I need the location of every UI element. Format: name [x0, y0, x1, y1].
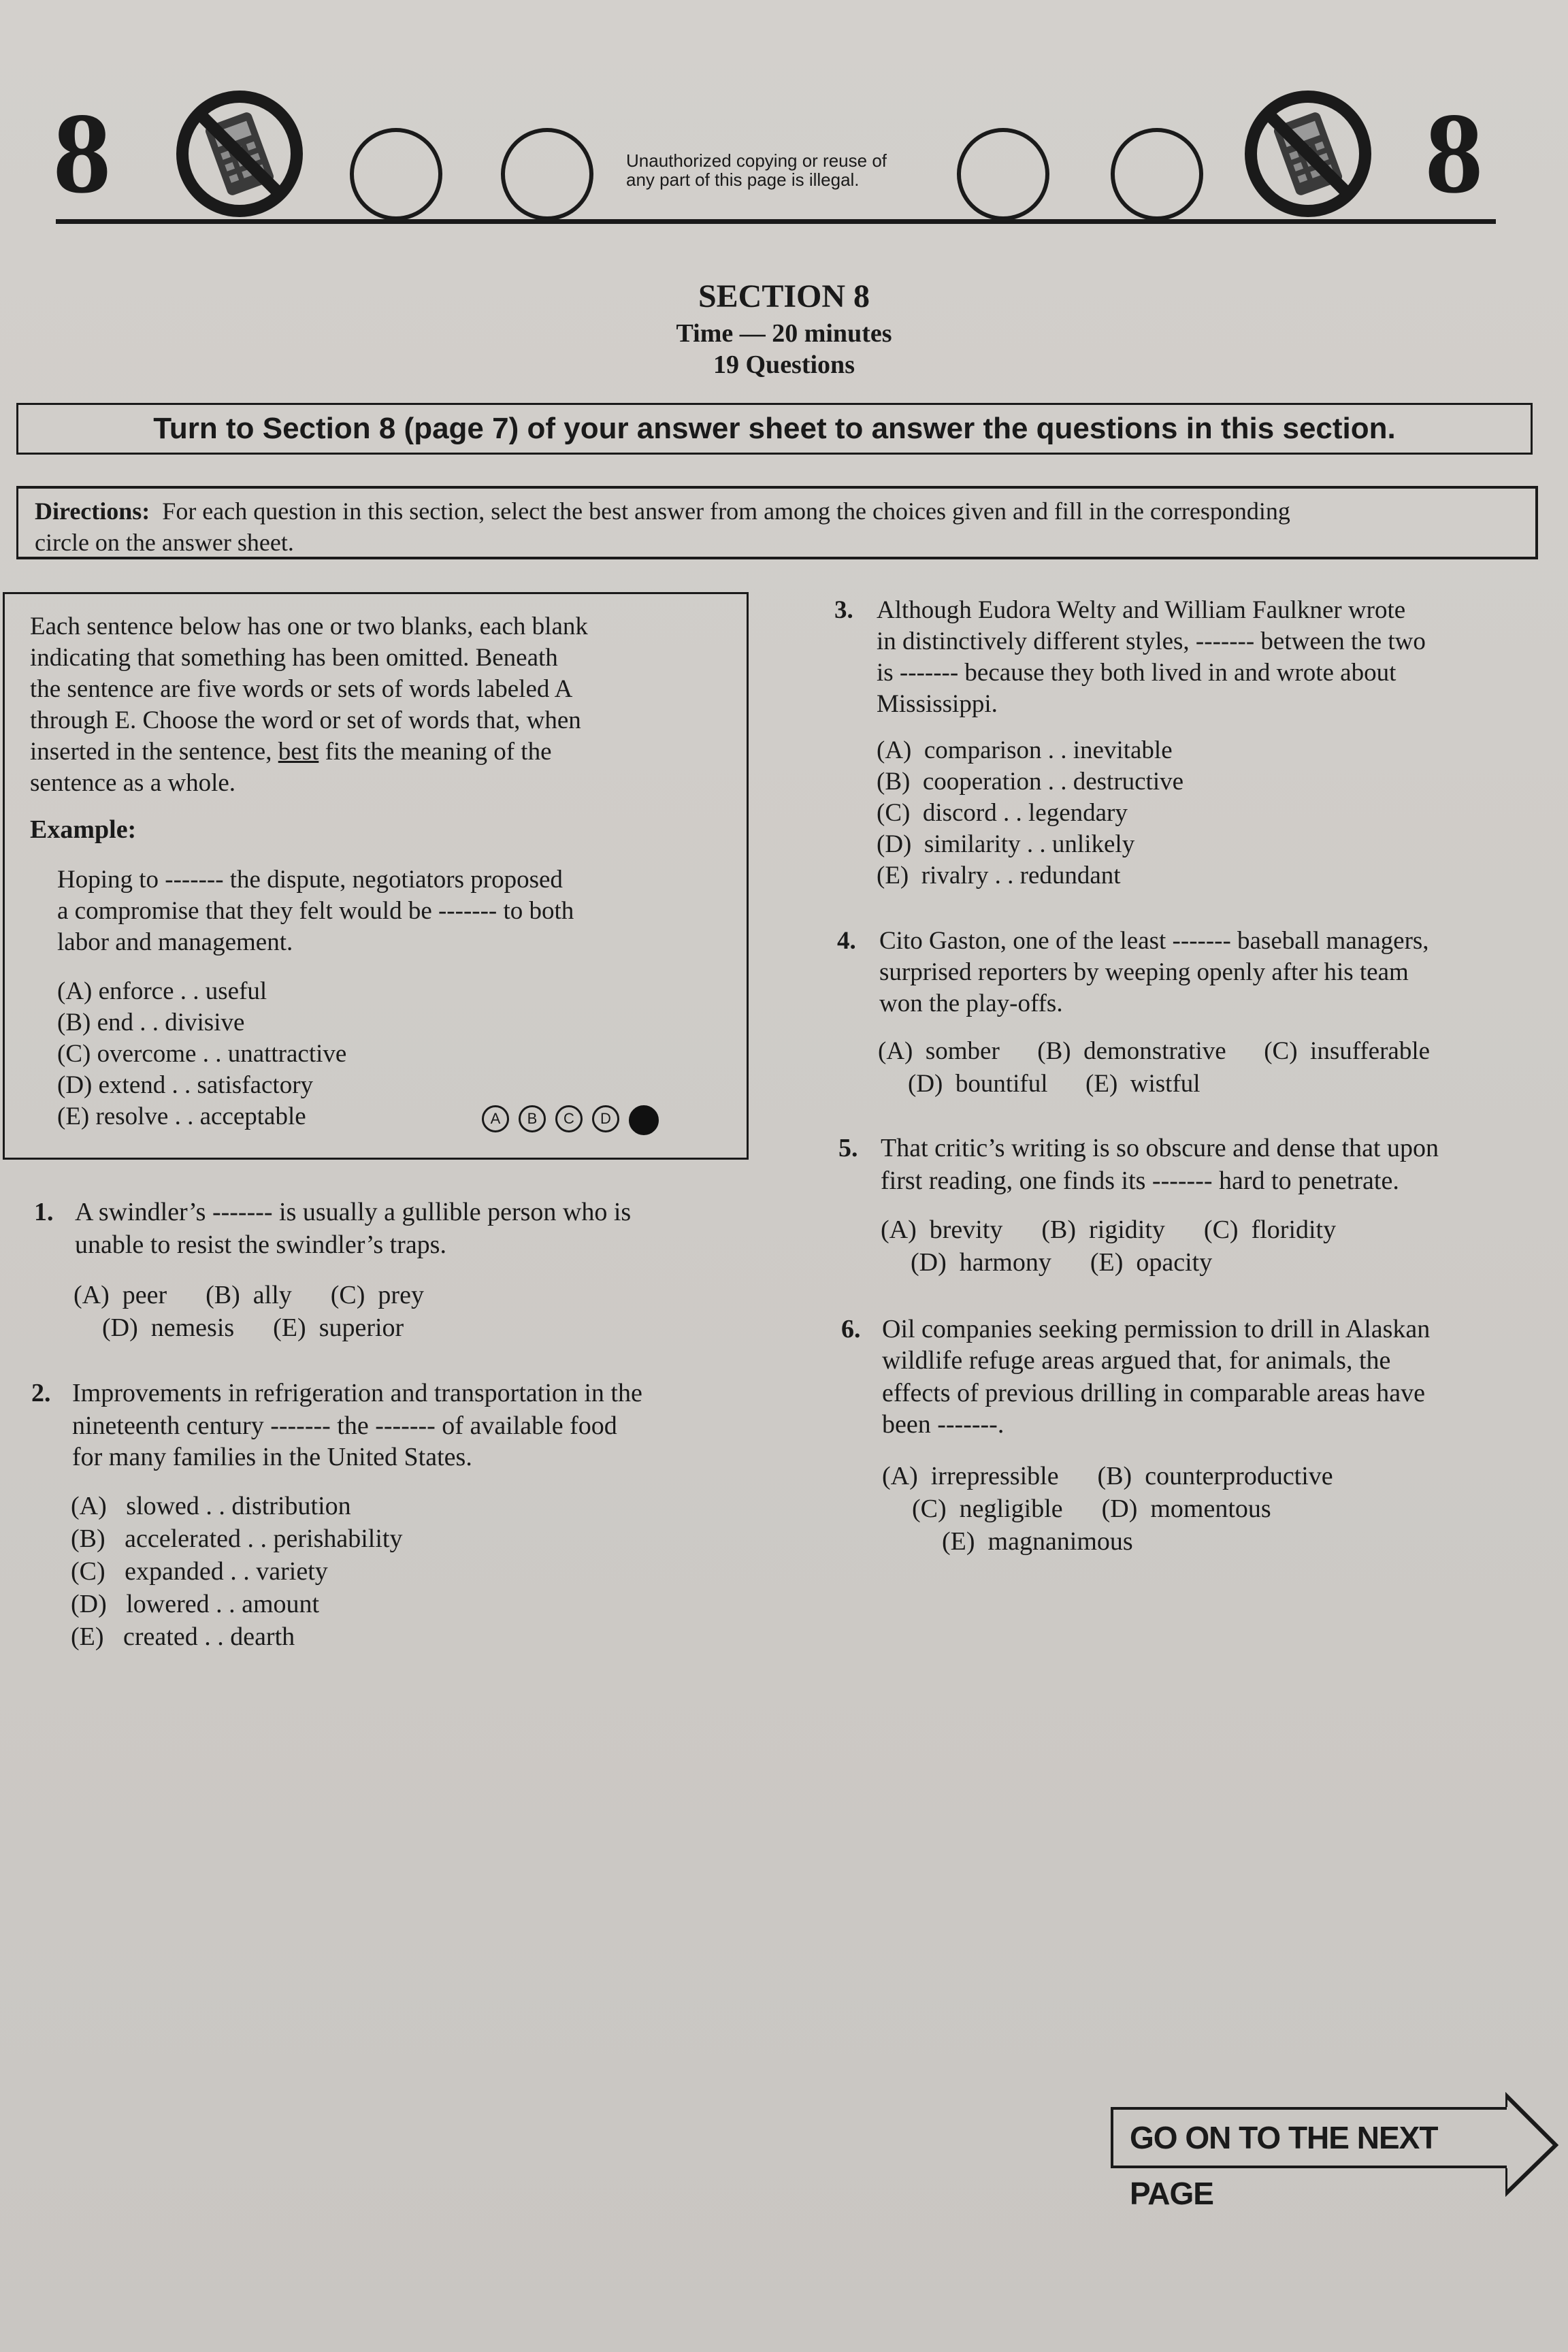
question-choices: (A) brevity (B) rigidity (C) floridity: [881, 1215, 1337, 1244]
bubble-d: D: [592, 1105, 619, 1132]
section-number-left: 8: [53, 89, 111, 217]
question-text: surprised reporters by weeping openly after his team: [879, 958, 1409, 986]
directions-text: For each question in this section, select the best answer from among the choices given and fill in the corresponding: [162, 497, 1290, 525]
question-choices: (E) rivalry . . redundant: [877, 862, 1121, 889]
header-circle: [350, 128, 442, 220]
question-choices: (A) irrepressible (B) counterproductive: [882, 1462, 1333, 1490]
question-choices: (D) bountiful (E) wistful: [908, 1070, 1200, 1098]
bubble-e-filled: [629, 1105, 659, 1135]
turn-instruction: Turn to Section 8 (page 7) of your answer sheet to answer the questions in this section.: [16, 403, 1533, 455]
question-text: unable to resist the swindler’s traps.: [75, 1230, 446, 1259]
question-number: 3.: [834, 596, 853, 624]
question-choices: (B) accelerated . . perishability: [71, 1524, 403, 1553]
example-choice: (D) extend . . satisfactory: [57, 1071, 314, 1099]
question-text: for many families in the United States.: [72, 1443, 472, 1471]
question-choices: (A) peer (B) ally (C) prey: [74, 1281, 424, 1309]
best-emphasis: best: [278, 738, 319, 766]
question-number: 6.: [841, 1315, 861, 1343]
question-text: won the play-offs.: [879, 990, 1063, 1017]
question-text: Cito Gaston, one of the least ------- baseball managers,: [879, 927, 1429, 955]
example-choice: (C) overcome . . unattractive: [57, 1040, 347, 1068]
example-choice: (E) resolve . . acceptable: [57, 1102, 306, 1130]
question-text: is ------- because they both lived in and wrote about: [877, 659, 1396, 687]
bubble-c: C: [555, 1105, 583, 1132]
question-choices: (E) created . . dearth: [71, 1622, 295, 1651]
question-text: Improvements in refrigeration and transportation in the: [72, 1379, 642, 1407]
question-text: first reading, one finds its ------- hard to penetrate.: [881, 1166, 1399, 1195]
question-text: been -------.: [882, 1410, 1004, 1439]
question-number: 4.: [837, 927, 856, 955]
directions-box: [16, 486, 1538, 559]
header-circle: [957, 128, 1049, 220]
question-choices: (C) expanded . . variety: [71, 1557, 328, 1586]
question-number: 5.: [838, 1134, 858, 1162]
section-question-count: 19 Questions: [713, 350, 855, 379]
section-time: Time — 20 minutes: [676, 319, 892, 348]
example-choice: (A) enforce . . useful: [57, 977, 267, 1005]
question-choices: (E) magnanimous: [942, 1527, 1133, 1556]
question-choices: (D) nemesis (E) superior: [102, 1313, 404, 1342]
question-choices: (C) negligible (D) momentous: [912, 1494, 1271, 1523]
question-choices: (D) similarity . . unlikely: [877, 830, 1135, 858]
example-sentence: labor and management.: [57, 928, 293, 956]
no-calculator-icon: [1244, 90, 1372, 218]
intro-line: Each sentence below has one or two blanks, each blank: [30, 612, 588, 640]
question-text: in distinctively different styles, ------- between the two: [877, 627, 1426, 655]
question-choices: (A) comparison . . inevitable: [877, 736, 1173, 764]
copy-notice: [626, 151, 926, 189]
question-text: Oil companies seeking permission to drill in Alaskan: [882, 1315, 1431, 1343]
copy-notice-line: Unauthorized copying or reuse of: [626, 150, 887, 171]
header-circle: [1111, 128, 1203, 220]
intro-line: sentence as a whole.: [30, 769, 236, 797]
example-choice: (B) end . . divisive: [57, 1009, 245, 1036]
section-number-right: 8: [1425, 89, 1483, 217]
question-text: wildlife refuge areas argued that, for animals, the: [882, 1346, 1391, 1375]
no-calculator-icon: [176, 90, 304, 218]
next-page-banner: GO ON TO THE NEXT PAGE: [1111, 2107, 1507, 2168]
question-text: effects of previous drilling in comparable areas have: [882, 1379, 1426, 1407]
question-choices: (A) somber (B) demonstrative (C) insufferable: [878, 1037, 1431, 1065]
intro-line: inserted in the sentence, best fits the meaning of the: [30, 738, 552, 766]
directions-text: circle on the answer sheet.: [35, 529, 294, 556]
question-choices: (D) harmony (E) opacity: [911, 1248, 1213, 1277]
example-sentence: Hoping to ------- the dispute, negotiators proposed: [57, 866, 563, 894]
question-choices: (B) cooperation . . destructive: [877, 768, 1184, 796]
bubble-b: B: [519, 1105, 546, 1132]
example-sentence: a compromise that they felt would be ------- to both: [57, 897, 574, 925]
header-circle: [501, 128, 593, 220]
question-number: 1.: [34, 1198, 54, 1226]
example-label: Example:: [30, 815, 137, 844]
intro-line: the sentence are five words or sets of words labeled A: [30, 675, 573, 703]
intro-line: indicating that something has been omitted. Beneath: [30, 644, 558, 672]
directions-label: Directions:: [35, 497, 150, 525]
question-text: A swindler’s ------- is usually a gullible person who is: [75, 1198, 632, 1226]
question-text: That critic’s writing is so obscure and dense that upon: [881, 1134, 1439, 1162]
copy-notice-line: any part of this page is illegal.: [626, 169, 860, 190]
question-text: Although Eudora Welty and William Faulkner wrote: [877, 596, 1406, 624]
question-choices: (C) discord . . legendary: [877, 799, 1128, 827]
intro-line: through E. Choose the word or set of words that, when: [30, 706, 581, 734]
bubble-a: A: [482, 1105, 509, 1132]
question-choices: (D) lowered . . amount: [71, 1590, 320, 1618]
question-choices: (A) slowed . . distribution: [71, 1492, 351, 1520]
header-rule: [56, 219, 1496, 224]
arrow-right-icon: [1505, 2092, 1560, 2197]
question-text: Mississippi.: [877, 690, 998, 718]
question-number: 2.: [31, 1379, 51, 1407]
answer-bubbles: [482, 1105, 659, 1135]
question-text: nineteenth century ------- the ------- of available food: [72, 1411, 617, 1440]
section-title: SECTION 8: [698, 278, 870, 314]
